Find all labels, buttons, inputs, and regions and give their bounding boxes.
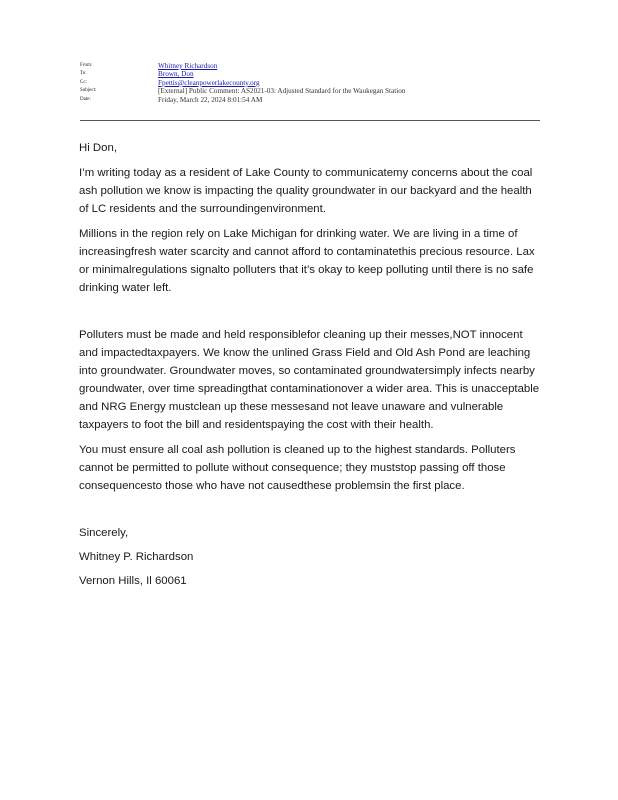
body-paragraph: Polluters must be made and held responsiblefor cleaning up their messes,NOT innocent and impactedtaxpayers. We know the unlined Grass Field and Old Ash Pond are leaching into groundwater. Groundwater moves, so contaminated groundwatersimply infects nearby groundwater, over time spreadingthat contaminationover a wider area. This is unacceptable and NRG Energy mustclean up these messesand not leave unaware and vulnerable taxpayers to foot the bill and residentspaying the cost with their health.: [79, 329, 540, 431]
subject-label: Subject:: [80, 88, 97, 94]
to-label: To:: [80, 71, 87, 77]
greeting: Hi Don,: [79, 142, 117, 154]
header-subject-row: [80, 87, 540, 95]
email-body: [79, 139, 544, 596]
header-to-row: [80, 70, 540, 78]
signature-block: [79, 524, 544, 590]
signature-name: Whitney P. Richardson: [79, 551, 194, 563]
email-header: [80, 62, 540, 104]
from-label: From:: [80, 63, 93, 68]
signature-location: Vernon Hills, Il 60061: [79, 575, 187, 587]
header-divider: [80, 120, 540, 121]
cc-label: Cc:: [80, 79, 87, 85]
body-paragraph: You must ensure all coal ash pollution is cleaned up to the highest standards. Polluters cannot be permitted to pollute without consequence; they muststop passing off those consequencesto those who have not causedthese problemsin the first place.: [79, 444, 516, 492]
date-label: Date:: [80, 96, 91, 102]
header-date-row: [80, 96, 540, 104]
cc-link[interactable]: Fpettis@cleanpowerlakecounty.org: [158, 78, 260, 87]
body-paragraph: Millions in the region rely on Lake Michigan for drinking water. We are living in a time of increasingfresh water scarcity and cannot afford to contaminatethis precious resource. Lax or minimalregulations signalto polluters that it’s okay to keep polluting until there is no safe drinking water left.: [79, 228, 535, 294]
subject-value: [External] Public Comment: AS2021-03: Adjusted Standard for the Waukegan Station: [158, 87, 406, 96]
to-link[interactable]: Brown, Don: [158, 70, 194, 79]
body-paragraph: I’m writing today as a resident of Lake County to communicatemy concerns about the coal ash pollution we know is impacting the quality groundwater in our backyard and the health of LC residents and the surroundingenvironment.: [79, 167, 533, 215]
date-value: Friday, March 22, 2024 8:01:54 AM: [158, 95, 263, 104]
from-link[interactable]: Whitney Richardson: [158, 62, 218, 70]
header-cc-row: [80, 79, 540, 87]
closing: Sincerely,: [79, 527, 129, 539]
header-from-row: [80, 62, 540, 70]
